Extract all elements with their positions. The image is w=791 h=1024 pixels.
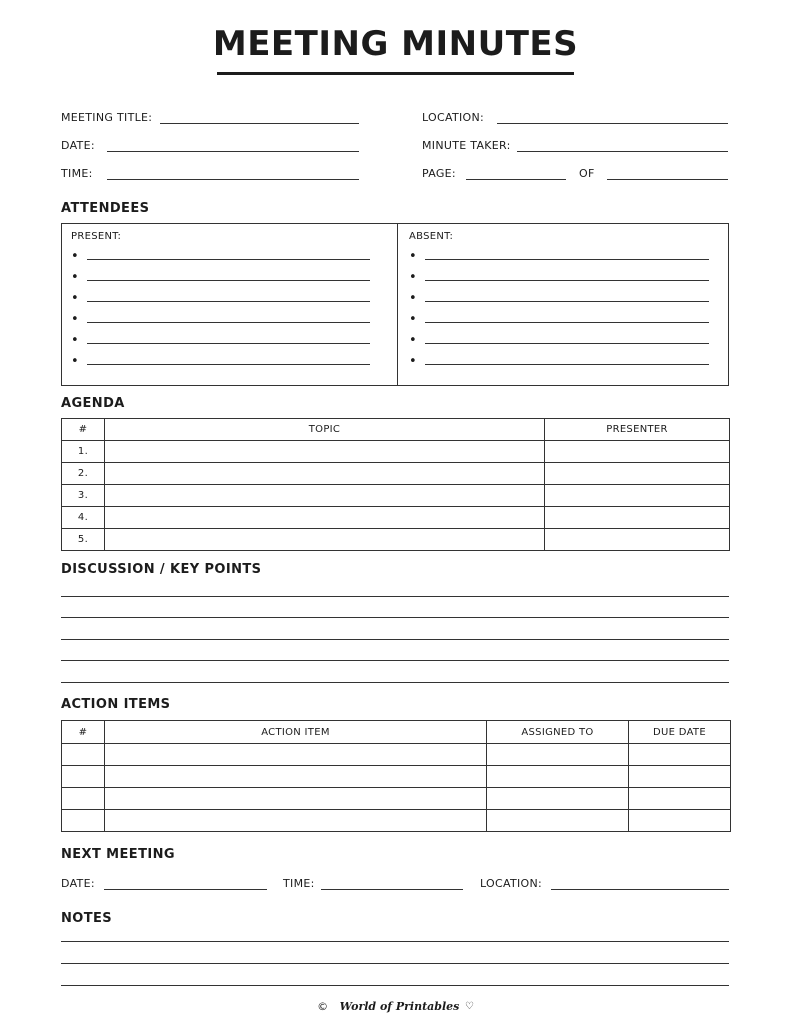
present-bullet: • bbox=[71, 312, 79, 327]
attendees-heading: ATTENDEES bbox=[61, 201, 150, 216]
action-number-cell[interactable] bbox=[62, 766, 105, 788]
present-line[interactable] bbox=[87, 280, 370, 281]
action-col-due-date: DUE DATE bbox=[629, 721, 731, 744]
agenda-presenter-cell[interactable] bbox=[545, 529, 730, 551]
agenda-row-number: 4. bbox=[62, 507, 105, 529]
agenda-presenter-cell[interactable] bbox=[545, 441, 730, 463]
absent-line[interactable] bbox=[425, 322, 709, 323]
agenda-table bbox=[61, 418, 730, 551]
page-total-field[interactable] bbox=[607, 179, 728, 180]
agenda-heading: AGENDA bbox=[61, 396, 125, 411]
action-assigned-cell[interactable] bbox=[487, 810, 629, 832]
time-label: TIME: bbox=[61, 167, 93, 180]
agenda-topic-cell[interactable] bbox=[105, 485, 545, 507]
action-col-number: # bbox=[62, 721, 105, 744]
absent-bullet: • bbox=[409, 333, 417, 348]
present-line[interactable] bbox=[87, 343, 370, 344]
attendees-divider bbox=[397, 223, 398, 386]
present-line[interactable] bbox=[87, 322, 370, 323]
agenda-topic-cell[interactable] bbox=[105, 529, 545, 551]
action-due-cell[interactable] bbox=[629, 766, 731, 788]
discussion-line[interactable] bbox=[61, 682, 729, 683]
table-row bbox=[62, 463, 730, 485]
absent-bullet: • bbox=[409, 291, 417, 306]
action-items-heading: ACTION ITEMS bbox=[61, 697, 171, 712]
next-time-label: TIME: bbox=[283, 877, 315, 890]
absent-bullet: • bbox=[409, 312, 417, 327]
action-assigned-cell[interactable] bbox=[487, 788, 629, 810]
table-row bbox=[62, 810, 731, 832]
absent-line[interactable] bbox=[425, 259, 709, 260]
next-date-label: DATE: bbox=[61, 877, 95, 890]
footer bbox=[0, 1000, 791, 1014]
brand-name: World of Printables bbox=[339, 1000, 460, 1013]
agenda-row-number: 3. bbox=[62, 485, 105, 507]
table-row bbox=[62, 507, 730, 529]
agenda-presenter-cell[interactable] bbox=[545, 485, 730, 507]
minute-taker-field[interactable] bbox=[517, 151, 728, 152]
present-label: PRESENT: bbox=[71, 231, 122, 242]
absent-line[interactable] bbox=[425, 301, 709, 302]
agenda-presenter-cell[interactable] bbox=[545, 463, 730, 485]
present-line[interactable] bbox=[87, 301, 370, 302]
title-underline bbox=[217, 72, 574, 75]
page-of-label: OF bbox=[579, 167, 595, 180]
next-time-field[interactable] bbox=[321, 889, 463, 890]
page-field[interactable] bbox=[466, 179, 566, 180]
action-header-row bbox=[62, 721, 731, 744]
next-meeting-heading: NEXT MEETING bbox=[61, 847, 175, 862]
absent-line[interactable] bbox=[425, 343, 709, 344]
agenda-row-number: 1. bbox=[62, 441, 105, 463]
meeting-title-label: MEETING TITLE: bbox=[61, 111, 153, 124]
action-number-cell[interactable] bbox=[62, 788, 105, 810]
action-due-cell[interactable] bbox=[629, 810, 731, 832]
next-location-field[interactable] bbox=[551, 889, 729, 890]
action-number-cell[interactable] bbox=[62, 810, 105, 832]
copyright-symbol: © bbox=[317, 1000, 329, 1013]
location-field[interactable] bbox=[497, 123, 728, 124]
discussion-line[interactable] bbox=[61, 660, 729, 661]
absent-line[interactable] bbox=[425, 364, 709, 365]
action-item-cell[interactable] bbox=[105, 788, 487, 810]
discussion-line[interactable] bbox=[61, 639, 729, 640]
table-row bbox=[62, 766, 731, 788]
table-row bbox=[62, 788, 731, 810]
action-assigned-cell[interactable] bbox=[487, 744, 629, 766]
discussion-line[interactable] bbox=[61, 596, 729, 597]
present-bullet: • bbox=[71, 249, 79, 264]
minute-taker-label: MINUTE TAKER: bbox=[422, 139, 511, 152]
present-bullet: • bbox=[71, 354, 79, 369]
action-item-cell[interactable] bbox=[105, 744, 487, 766]
date-label: DATE: bbox=[61, 139, 95, 152]
absent-bullet: • bbox=[409, 249, 417, 264]
absent-label: ABSENT: bbox=[409, 231, 454, 242]
agenda-col-number: # bbox=[62, 419, 105, 441]
agenda-topic-cell[interactable] bbox=[105, 463, 545, 485]
next-date-field[interactable] bbox=[104, 889, 267, 890]
action-due-cell[interactable] bbox=[629, 744, 731, 766]
discussion-heading: DISCUSSION / KEY POINTS bbox=[61, 562, 262, 577]
action-due-cell[interactable] bbox=[629, 788, 731, 810]
time-field[interactable] bbox=[107, 179, 359, 180]
agenda-row-number: 2. bbox=[62, 463, 105, 485]
agenda-header-row bbox=[62, 419, 730, 441]
notes-line[interactable] bbox=[61, 941, 729, 942]
page-title: MEETING MINUTES bbox=[212, 24, 579, 64]
table-row bbox=[62, 744, 731, 766]
table-row bbox=[62, 529, 730, 551]
present-bullet: • bbox=[71, 291, 79, 306]
location-label: LOCATION: bbox=[422, 111, 485, 124]
agenda-topic-cell[interactable] bbox=[105, 441, 545, 463]
action-items-table bbox=[61, 720, 731, 832]
present-bullet: • bbox=[71, 333, 79, 348]
action-col-item: ACTION ITEM bbox=[105, 721, 487, 744]
action-number-cell[interactable] bbox=[62, 744, 105, 766]
page-label: PAGE: bbox=[422, 167, 456, 180]
date-field[interactable] bbox=[107, 151, 359, 152]
action-assigned-cell[interactable] bbox=[487, 766, 629, 788]
next-location-label: LOCATION: bbox=[480, 877, 543, 890]
action-item-cell[interactable] bbox=[105, 766, 487, 788]
table-row bbox=[62, 441, 730, 463]
agenda-topic-cell[interactable] bbox=[105, 507, 545, 529]
agenda-col-topic: TOPIC bbox=[105, 419, 545, 441]
present-line[interactable] bbox=[87, 364, 370, 365]
present-bullet: • bbox=[71, 270, 79, 285]
absent-bullet: • bbox=[409, 354, 417, 369]
heart-icon: ♡ bbox=[464, 1001, 474, 1012]
attendees-box bbox=[61, 223, 729, 386]
table-row bbox=[62, 485, 730, 507]
action-item-cell[interactable] bbox=[105, 810, 487, 832]
notes-line[interactable] bbox=[61, 963, 729, 964]
notes-heading: NOTES bbox=[61, 911, 113, 926]
notes-line[interactable] bbox=[61, 985, 729, 986]
discussion-line[interactable] bbox=[61, 617, 729, 618]
absent-line[interactable] bbox=[425, 280, 709, 281]
present-line[interactable] bbox=[87, 259, 370, 260]
action-col-assigned: ASSIGNED TO bbox=[487, 721, 629, 744]
agenda-presenter-cell[interactable] bbox=[545, 507, 730, 529]
meeting-title-field[interactable] bbox=[160, 123, 359, 124]
agenda-row-number: 5. bbox=[62, 529, 105, 551]
absent-bullet: • bbox=[409, 270, 417, 285]
agenda-col-presenter: PRESENTER bbox=[545, 419, 730, 441]
